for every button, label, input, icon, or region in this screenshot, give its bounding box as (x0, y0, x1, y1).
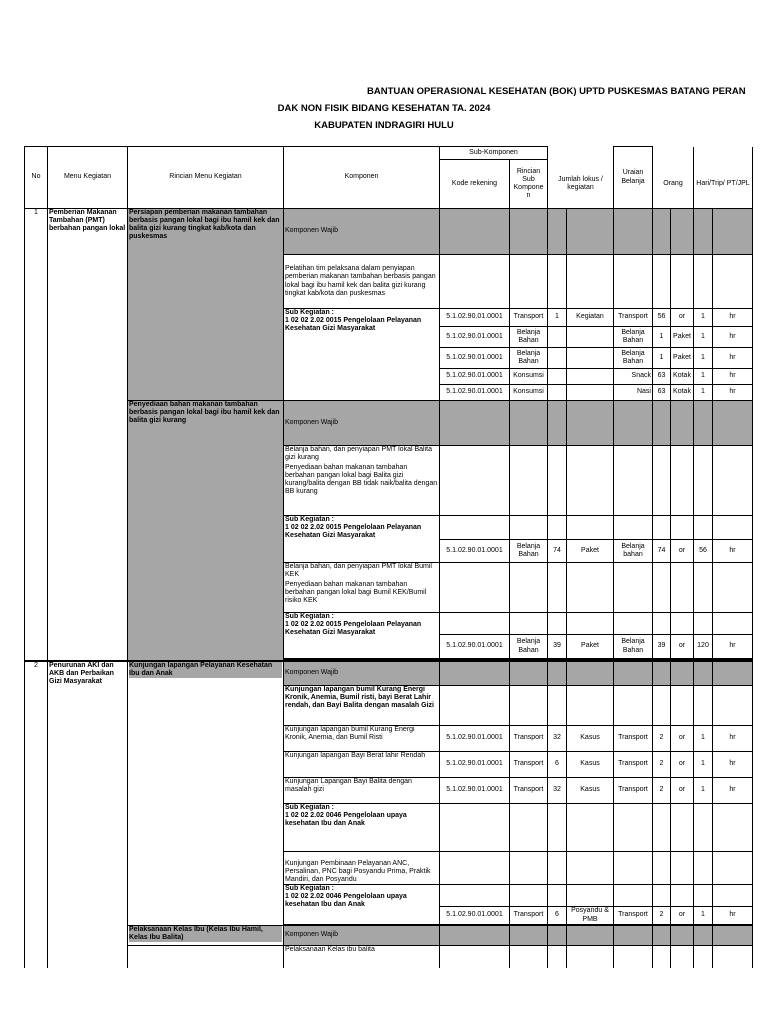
col-kode: Kode rekening (440, 160, 510, 209)
menu-kegiatan: Pemberian Makanan Tambahan (PMT) berbahan pangan lokal (48, 209, 128, 661)
sub-kegiatan: Sub Kegiatan : 1 02 02 2.02 0015 Pengelolaan Pelayanan Kesehatan Gizi Masyarakat (284, 516, 440, 563)
col-rincian-menu: Rincian Menu Kegiatan (128, 147, 284, 209)
doc-title-line2: DAK NON FISIK BIDANG KESEHATAN TA. 2024 (277, 103, 491, 114)
col-orang: Orang (653, 160, 694, 209)
komponen-wajib: Komponen Wajib (284, 401, 440, 446)
komponen-text: Belanja bahan, dan penyiapan PMT lokal Balita gizi kurang Penyediaan bahan makanan tambahan berbahan pangan lokal bagi Balita gizi kurang/balita dengan BB tidak naik/balita dengan BB kurang (284, 446, 440, 516)
komponen-text: Pelaksanaan Kelas ibu balita (284, 946, 440, 968)
komponen-wajib: Komponen Wajib (284, 662, 440, 686)
row-no: 2 (25, 662, 48, 968)
table-row: 5.1.02.90.01.0001 Konsumsi Nasi 63 Kotak 1 hr (25, 385, 753, 401)
col-lokus: Jumlah lokus / kegiatan (548, 160, 614, 209)
col-rincian-sub: Rincian Sub Kompone n (510, 160, 548, 209)
table-row: Kunjungan lapangan bumil Kurang Energi Kronik, Anemia, dan Bumil Risti 5.1.02.90.01.0001 Transport 32 Kasus Transport 2 or 1 hr (25, 726, 753, 752)
row-no: 1 (25, 209, 48, 661)
table-row (25, 401, 753, 446)
doc-title-line3: KABUPATEN INDRAGIRI HULU (314, 120, 454, 131)
rincian-menu: Penyediaan bahan makanan tambahan berbasis pangan lokal bagi ibu hamil kek dan balita gizi kurang (128, 401, 284, 661)
sub-kegiatan: Sub Kegiatan : 1 02 02 2.02 0015 Pengelolaan Pelayanan Kesehatan Gizi Masyarakat (284, 613, 440, 659)
table-row: 5.1.02.90.01.0001 Transport 6 Posyandu & PMB Transport 2 or 1 hr (25, 907, 753, 925)
doc-title-line1: BANTUAN OPERASIONAL KESEHATAN (BOK) UPTD PUSKESMAS BATANG PERAN (367, 86, 746, 97)
table-row (25, 926, 753, 946)
table-row: Kunjungan Lapangan Bayi Balita dengan masalah gizi 5.1.02.90.01.0001 Transport 32 Kasus Transport 2 or 1 hr (25, 778, 753, 804)
komponen-text: Kunjungan Lapangan Bayi Balita dengan masalah gizi (284, 778, 440, 804)
col-uraian: Uraian Belanja (614, 147, 653, 209)
table-row: 5.1.02.90.01.0001 Belanja Bahan Belanja Bahan 1 Paket 1 hr (25, 327, 753, 348)
table-row (25, 209, 753, 255)
sub-kegiatan: Sub Kegiatan : 1 02 02 2.02 0046 Pengelolaan upaya kesehatan Ibu dan Anak (284, 885, 440, 925)
table-header-row (25, 147, 753, 160)
menu-kegiatan: Penurunan AKI dan AKB dan Perbaikan Gizi Masyarakat (48, 662, 128, 968)
sub-kegiatan: Sub Kegiatan : 1 02 02 2.02 0046 Pengelolaan upaya kesehatan Ibu dan Anak (284, 804, 440, 852)
rincian-menu: Kunjungan lapangan Pelayanan Kesehatan Ibu dan Anak (128, 662, 284, 926)
komponen-text: Pelatihan tim pelaksana dalam penyiapan pemberian makanan tambahan berbasis pangan lokal bagi ibu hamil kek dan balita gizi kurang tingkat kab/kota dan puskesmas (284, 255, 440, 309)
col-hari: Hari/Trip/ PT/JPL (694, 160, 753, 209)
table-row: 5.1.02.90.01.0001 Belanja Bahan 39 Paket Belanja Bahan 39 or 120 hr (25, 635, 753, 659)
sub-kegiatan: Sub Kegiatan : 1 02 02 2.02 0015 Pengelolaan Pelayanan Kesehatan Gizi Masyarakat (284, 309, 440, 401)
komponen-text: Belanja bahan, dan penyiapan PMT lokal Bumil KEK Penyediaan bahan makanan tambahan berbahan pangan lokal bagi Bumil KEK/Bumil risiko KEK (284, 563, 440, 613)
komponen-text: Kunjungan Pembinaan Pelayanan ANC, Persalinan, PNC bagi Posyandu Prima, Praktik Mandiri, dan Posyandu (284, 852, 440, 885)
budget-table (24, 146, 753, 968)
rincian-menu: Pelaksanaan Kelas Ibu (Kelas Ibu Hamil, Kelas Ibu Balita) (128, 926, 284, 946)
komponen-text: Kunjungan lapangan Bayi Berat lahir Rendah (284, 752, 440, 778)
komponen-text: Kunjungan lapangan bumil Kurang Energi Kronik, Anemia, dan Bumil Risti (284, 726, 440, 752)
col-menu: Menu Kegiatan (48, 147, 128, 209)
komponen-text: Kunjungan lapangan bumil Kurang Energi Kronik, Anemia, Bumil risti, bayi Berat Lahir rendah, dan Bayi Balita dengan masalah Gizi (284, 686, 440, 726)
col-no: No (25, 147, 48, 209)
table-row: Kunjungan lapangan Bayi Berat lahir Rendah 5.1.02.90.01.0001 Transport 6 Kasus Transport 2 or 1 hr (25, 752, 753, 778)
col-sub-komponen: Sub-Komponen (440, 147, 548, 160)
table-row (25, 946, 753, 968)
table-row: 5.1.02.90.01.0001 Konsumsi Snack 63 Kotak 1 hr (25, 369, 753, 385)
komponen-wajib: Komponen Wajib (284, 926, 440, 946)
table-row: Sub Kegiatan : 1 02 02 2.02 0015 Pengelolaan Pelayanan Kesehatan Gizi Masyarakat 5.1.02.90.01.0001 Transport 1 Kegiatan Transport 56 or 1 hr (25, 309, 753, 327)
komponen-wajib: Komponen Wajib (284, 209, 440, 255)
table-row: 5.1.02.90.01.0001 Belanja Bahan Belanja Bahan 1 Paket 1 hr (25, 348, 753, 369)
rincian-menu: Persiapan pemberian makanan tambahan berbasis pangan lokal bagi ibu hamil kek dan balita gizi kurang tingkat kab/kota dan puskesmas (128, 209, 284, 401)
table-row: 5.1.02.90.01.0001 Belanja Bahan 74 Paket Belanja bahan 74 or 56 hr (25, 540, 753, 563)
col-komponen: Komponen (284, 147, 440, 209)
table-row (25, 662, 753, 686)
